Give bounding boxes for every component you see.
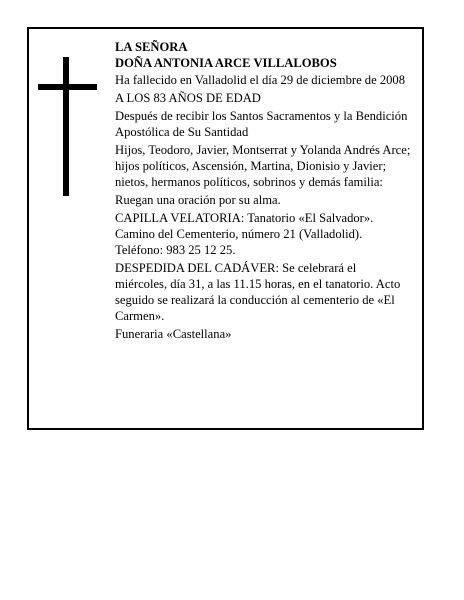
farewell-info: DESPEDIDA DEL CADÁVER: Se celebrará el miércoles, día 31, a las 11.15 horas, en el tanatorio. Acto seguido se realizará la conducción al cementerio de «El Carmen». <box>115 261 401 323</box>
family-list: Hijos, Teodoro, Javier, Montserrat y Yolanda Andrés Arce; hijos políticos, Ascensión, Martina, Dionisio y Javier; nietos, hermanos políticos, sobrinos y demás familia: <box>115 143 411 189</box>
sacraments-text: Después de recibir los Santos Sacramentos y la Bendición Apostólica de Su Santidad <box>115 109 408 139</box>
notice-text-block <box>115 39 411 344</box>
prayer-request: Ruegan una oración por su alma. <box>115 193 281 207</box>
death-info: Ha fallecido en Valladolid el día 29 de diciembre de 2008 <box>115 73 406 87</box>
deceased-name: DOÑA ANTONIA ARCE VILLALOBOS <box>115 56 337 70</box>
notice-header-title: LA SEÑORA <box>115 40 188 54</box>
funeral-home: Funeraria «Castellana» <box>115 327 232 341</box>
chapel-info: CAPILLA VELATORIA: Tanatorio «El Salvador». Camino del Cementerio, número 21 (Valladolid). Teléfono: 983 25 12 25. <box>115 211 374 257</box>
cross-horizontal-bar <box>38 84 97 90</box>
age-info: A LOS 83 AÑOS DE EDAD <box>115 91 261 105</box>
cross-vertical-bar <box>63 57 69 196</box>
